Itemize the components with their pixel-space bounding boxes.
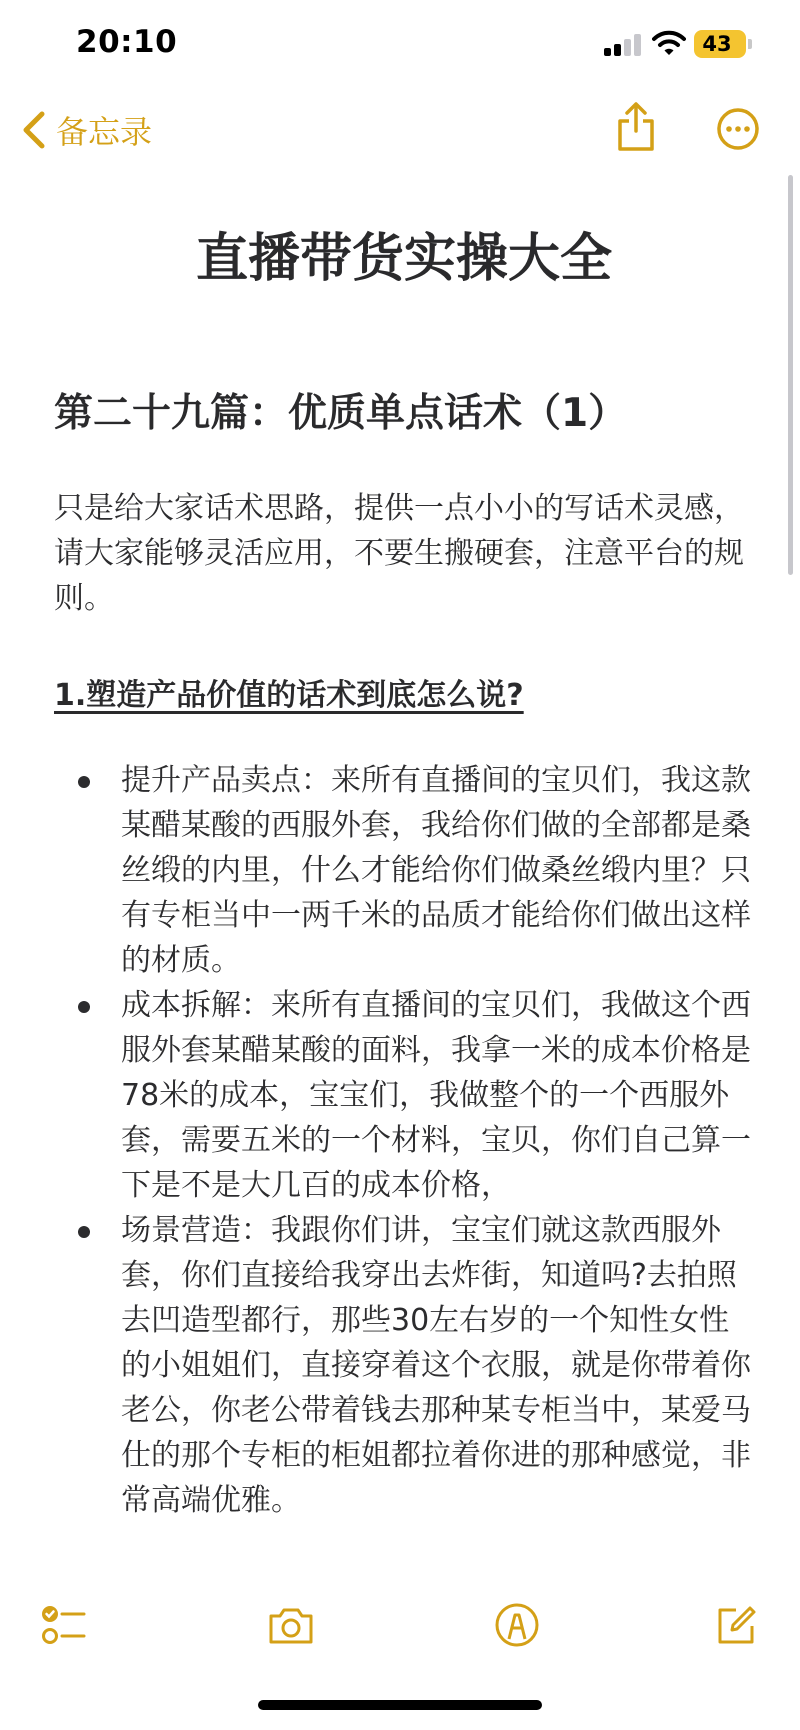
subheading: 1.塑造产品价值的话术到底怎么说? xyxy=(54,678,524,713)
nav-bar xyxy=(0,95,800,165)
battery-icon xyxy=(694,30,746,58)
list-item xyxy=(54,758,754,983)
ellipsis-circle-icon[interactable] xyxy=(716,107,760,151)
home-indicator[interactable] xyxy=(258,1700,542,1710)
scroll-indicator[interactable] xyxy=(788,175,793,575)
bullet-dot xyxy=(78,1226,90,1238)
list-item xyxy=(54,983,754,1208)
back-button[interactable] xyxy=(20,103,152,157)
list-item-text: 场景营造：我跟你们讲，宝宝们就这款西服外套，你们直接给我穿出去炸街，知道吗?去拍照去凹造型都行，那些30左右岁的一个知性女性的小姐姐们，直接穿着这个衣服，就是你带着你老公，你老公带着钱去那种某专柜当中，某爱马仕的那个专柜的柜姐都拉着你进的那种感觉，非常高端优雅。 xyxy=(121,1213,751,1518)
list-item xyxy=(54,1208,754,1523)
bottom-toolbar xyxy=(0,1590,800,1660)
compose-icon[interactable] xyxy=(712,1600,762,1650)
section-heading: 第二十九篇：优质单点话术（1） xyxy=(54,391,628,436)
note-title: 直播带货实操大全 xyxy=(195,229,612,289)
share-icon[interactable] xyxy=(614,101,658,153)
bullet-dot xyxy=(78,1001,90,1013)
status-time: 20:10 xyxy=(76,24,178,60)
bullet-dot xyxy=(78,776,90,788)
battery-level: 43 xyxy=(702,32,732,56)
checklist-icon[interactable] xyxy=(40,1600,90,1650)
back-label: 备忘录 xyxy=(56,113,153,151)
list-item-text: 成本拆解：来所有直播间的宝贝们，我做这个西服外套某醋某酸的面料，我拿一米的成本价格是78米的成本，宝宝们，我做整个的一个西服外套，需要五米的一个材料，宝贝，你们自己算一下是不是大几百的成本价格， xyxy=(121,988,751,1203)
list-item-text: 提升产品卖点：来所有直播间的宝贝们，我这款某醋某酸的西服外套，我给你们做的全部都是桑丝缎的内里，什么才能给你们做桑丝缎内里？只有专柜当中一两千米的品质才能给你们做出这样的材质。 xyxy=(121,763,751,978)
wifi-icon xyxy=(652,30,686,56)
intro-paragraph: 只是给大家话术思路，提供一点小小的写话术灵感，请大家能够灵活应用，不要生搬硬套，注意平台的规则。 xyxy=(54,491,744,616)
status-bar xyxy=(0,0,800,90)
bullet-list xyxy=(54,758,754,1523)
battery-cap xyxy=(748,39,752,49)
cellular-signal-icon xyxy=(604,34,644,56)
camera-icon[interactable] xyxy=(266,1600,316,1650)
chevron-left-icon xyxy=(20,110,48,150)
markup-pen-icon[interactable] xyxy=(492,1600,542,1650)
